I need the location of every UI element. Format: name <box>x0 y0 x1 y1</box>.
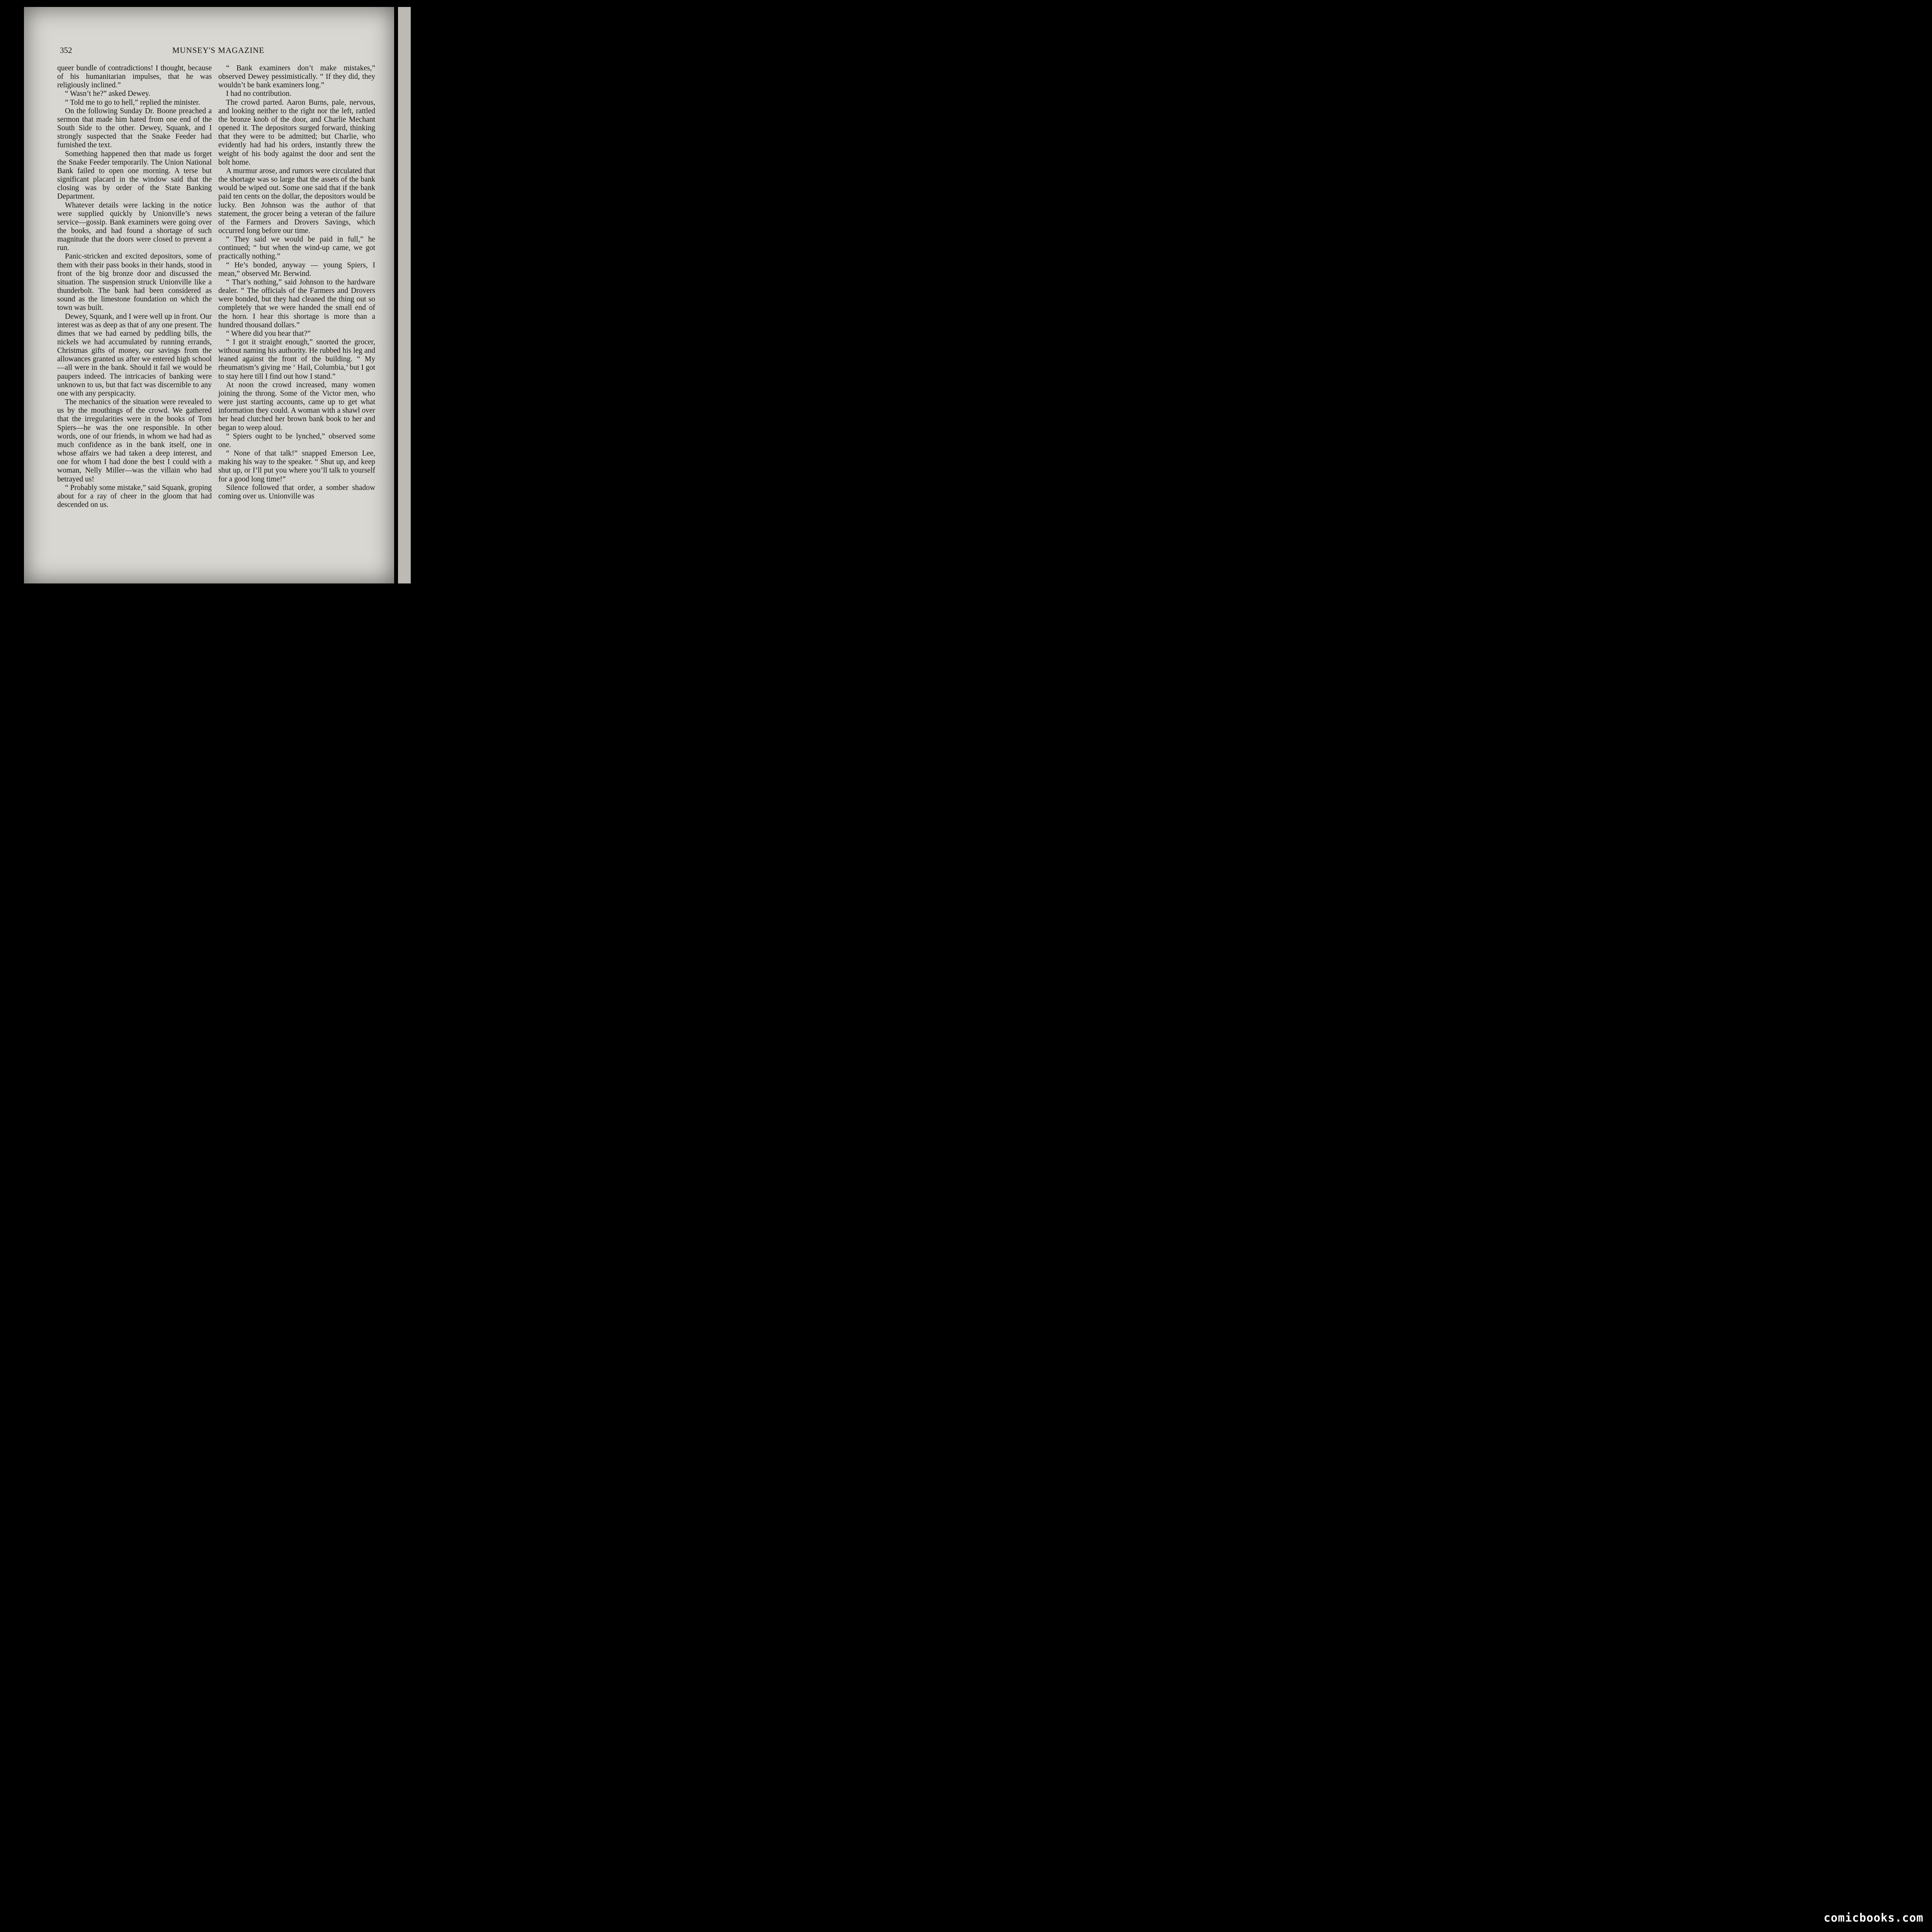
paragraph: The mechanics of the situation were revealed to us by the mouthings of the crowd. We gathered that the irregularities were in the books of Tom Spiers—he was the one responsible. In other words, one of our friends, in whom we had had as much confidence as in the bank itself, one in whose affairs we had taken a deep interest, and one for whom I had done the best I could with a woman, Nelly Miller—was the villain who had betrayed us! <box>57 398 212 483</box>
page-header <box>60 46 377 57</box>
paragraph: “ Bank examiners don’t make mistakes,” observed Dewey pessimistically. “ If they did, they wouldn’t be bank examiners long.” <box>218 64 375 90</box>
running-head: MUNSEY'S MAGAZINE <box>172 46 265 55</box>
page-number: 352 <box>60 46 72 55</box>
paragraph: “ Wasn’t he?” asked Dewey. <box>65 90 151 98</box>
facing-page-edge <box>398 7 411 583</box>
book-spine <box>394 7 398 583</box>
paragraph: I had no contribution. <box>226 90 291 98</box>
paragraph: “ Told me to go to hell,” replied the minister. <box>65 98 200 107</box>
paragraph: “ None of that talk!” snapped Emerson Lee, making his way to the speaker. “ Shut up, and keep shut up, or I’ll put you where you’ll talk to yourself for a good long time!” <box>218 449 375 483</box>
paragraph: “ Spiers ought to be lynched,” observed some one. <box>218 432 375 449</box>
paragraph: “ Probably some mistake,” said Squank, groping about for a ray of cheer in the gloom that had descended on us. <box>57 483 212 509</box>
paragraph: “ Where did you hear that?” <box>226 329 311 338</box>
paragraph: The crowd parted. Aaron Burns, pale, nervous, and looking neither to the right nor the left, rattled the bronze knob of the door, and Charlie Mechant opened it. The depositors surged forward, thinking that they were to be admitted; but Charlie, who evidently had had his orders, instantly threw the weight of his body against the door and sent the bolt home. <box>218 98 375 167</box>
paragraph: Panic-stricken and excited depositors, some of them with their pass books in their hands, stood in front of the big bronze door and discussed the situation. The suspension struck Unionville like a thunderbolt. The bank had been considered as sound as the limestone foundation on which the town was built. <box>57 252 212 312</box>
paragraph: On the following Sunday Dr. Boone preached a sermon that made him hated from one end of the South Side to the other. Dewey, Squank, and I strongly suspected that the Snake Feeder had furnished the text. <box>57 107 212 150</box>
paragraph: queer bundle of contradictions! I thought, because of his humanitarian impulses, that he was religiously inclined.” <box>57 64 212 90</box>
paragraph: Dewey, Squank, and I were well up in front. Our interest was as deep as that of any one present. The dimes that we had earned by peddling bills, the nickels we had accumulated by running errands, Christmas gifts of money, our savings from the allowances granted us after we entered high school—all were in the bank. Should it fail we would be paupers indeed. The intricacies of banking were unknown to us, but that fact was discernible to any one with any perspicacity. <box>57 312 212 398</box>
right-column <box>218 64 375 501</box>
paragraph: Silence followed that order, a somber shadow coming over us. Unionville was <box>218 483 375 500</box>
paragraph: At noon the crowd increased, many women joining the throng. Some of the Victor men, who were just starting accounts, came up to get what information they could. A woman with a shawl over her head clutched her brown bank book to her and began to weep aloud. <box>218 381 375 432</box>
paragraph: “ They said we would be paid in full,” he continued; “ but when the wind-up came, we got practically nothing.” <box>218 235 375 261</box>
paragraph: “ He’s bonded, anyway — young Spiers, I mean,” observed Mr. Berwind. <box>218 261 375 278</box>
paragraph: “ That’s nothing,” said Johnson to the hardware dealer. “ The officials of the Farmers and Drovers were bonded, but they had cleaned the thing out so completely that we were handed the small end of the horn. I hear this shortage is more than a hundred thousand dollars.” <box>218 278 375 329</box>
paragraph: Whatever details were lacking in the notice were supplied quickly by Unionville’s news service—gossip. Bank examiners were going over the books, and had found a shortage of such magnitude that the doors were closed to prevent a run. <box>57 201 212 252</box>
paragraph: A murmur arose, and rumors were circulated that the shortage was so large that the assets of the bank would be wiped out. Some one said that if the bank paid ten cents on the dollar, the depositors would be lucky. Ben Johnson was the author of that statement, the grocer being a veteran of the failure of the Farmers and Drovers Savings, which occurred long before our time. <box>218 167 375 235</box>
paragraph: “ I got it straight enough,” snorted the grocer, without naming his authority. He rubbed his leg and leaned against the front of the building. “ My rheumatism’s giving me ‘ Hail, Columbia,’ but I got to stay here till I find out how I stand.” <box>218 338 375 381</box>
paragraph: Something happened then that made us forget the Snake Feeder temporarily. The Union National Bank failed to open one morning. A terse but significant placard in the window said that the closing was by order of the State Banking Department. <box>57 150 212 201</box>
watermark-text: comicbooks.com <box>1823 1911 1923 1924</box>
left-column <box>57 64 212 509</box>
